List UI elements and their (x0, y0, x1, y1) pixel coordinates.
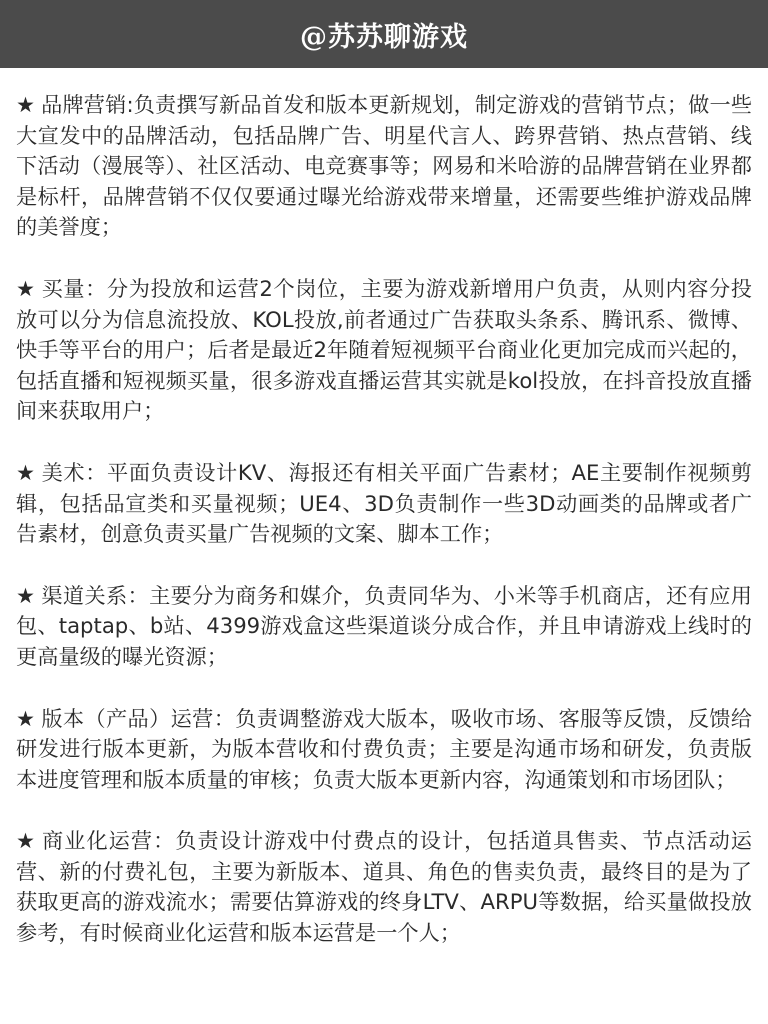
star-icon: ★ (16, 275, 36, 301)
star-icon: ★ (16, 582, 36, 608)
header-title: @苏苏聊游戏 (300, 21, 468, 53)
paragraph-text: 品牌营销:负责撰写新品首发和版本更新规划，制定游戏的营销节点；做一些大宣发中的品牌活动，包括品牌广告、明星代言人、跨界营销、热点营销、线下活动（漫展等）、社区活动、电竞赛事等；网易和米哈游的品牌营销在业界都是标杆，品牌营销不仅仅要通过曝光给游戏带来增量，还需要些维护游戏品牌的美誉度； (16, 92, 753, 240)
paragraph-version-operations (16, 704, 752, 796)
paragraph-monetization-operations (16, 826, 752, 948)
star-icon: ★ (16, 92, 36, 117)
star-icon: ★ (16, 459, 36, 485)
paragraph-channel-relations (16, 581, 752, 673)
paragraph-text: 买量：分为投放和运营2个岗位，主要为游戏新增用户负责，从则内容分投放可以分为信息流投放、KOL投放,前者通过广告获取头条系、腾讯系、微博、快手等平台的用户；后者是最近2年随着短视频平台商业化更加完成而兴起的，包括直播和短视频买量，很多游戏直播运营其实就是kol投放，在抖音投放直播间来获取用户； (16, 275, 752, 424)
paragraph-text: 版本（产品）运营：负责调整游戏大版本，吸收市场、客服等反馈，反馈给研发进行版本更新，为版本营收和付费负责；主要是沟通市场和研发，负责版本进度管理和版本质量的审核；负责大版本更新内容，沟通策划和市场团队； (16, 705, 752, 792)
paragraph-art (16, 458, 752, 550)
header-bar (0, 0, 768, 68)
paragraph-text: 美术：平面负责设计KV、海报还有相关平面广告素材；AE主要制作视频剪辑，包括品宣类和买量视频；UE4、3D负责制作一些3D动画类的品牌或者广告素材，创意负责买量广告视频的文案、脚本工作； (16, 459, 752, 547)
paragraph-brand-marketing (16, 90, 752, 243)
paragraph-text: 渠道关系：主要分为商务和媒介，负责同华为、小米等手机商店，还有应用包、taptap、b站、4399游戏盒这些渠道谈分成合作，并且申请游戏上线时的更高量级的曝光资源； (16, 582, 752, 669)
star-icon: ★ (16, 705, 36, 731)
article-body (16, 90, 752, 980)
paragraph-user-acquisition (16, 274, 752, 427)
paragraph-text: 商业化运营：负责设计游戏中付费点的设计，包括道具售卖、节点活动运营、新的付费礼包，主要为新版本、道具、角色的售卖负责，最终目的是为了获取更高的游戏流水；需要估算游戏的终身LTV、ARPU等数据，给买量做投放参考，有时候商业化运营和版本运营是一个人； (16, 828, 752, 946)
star-icon: ★ (16, 828, 37, 854)
